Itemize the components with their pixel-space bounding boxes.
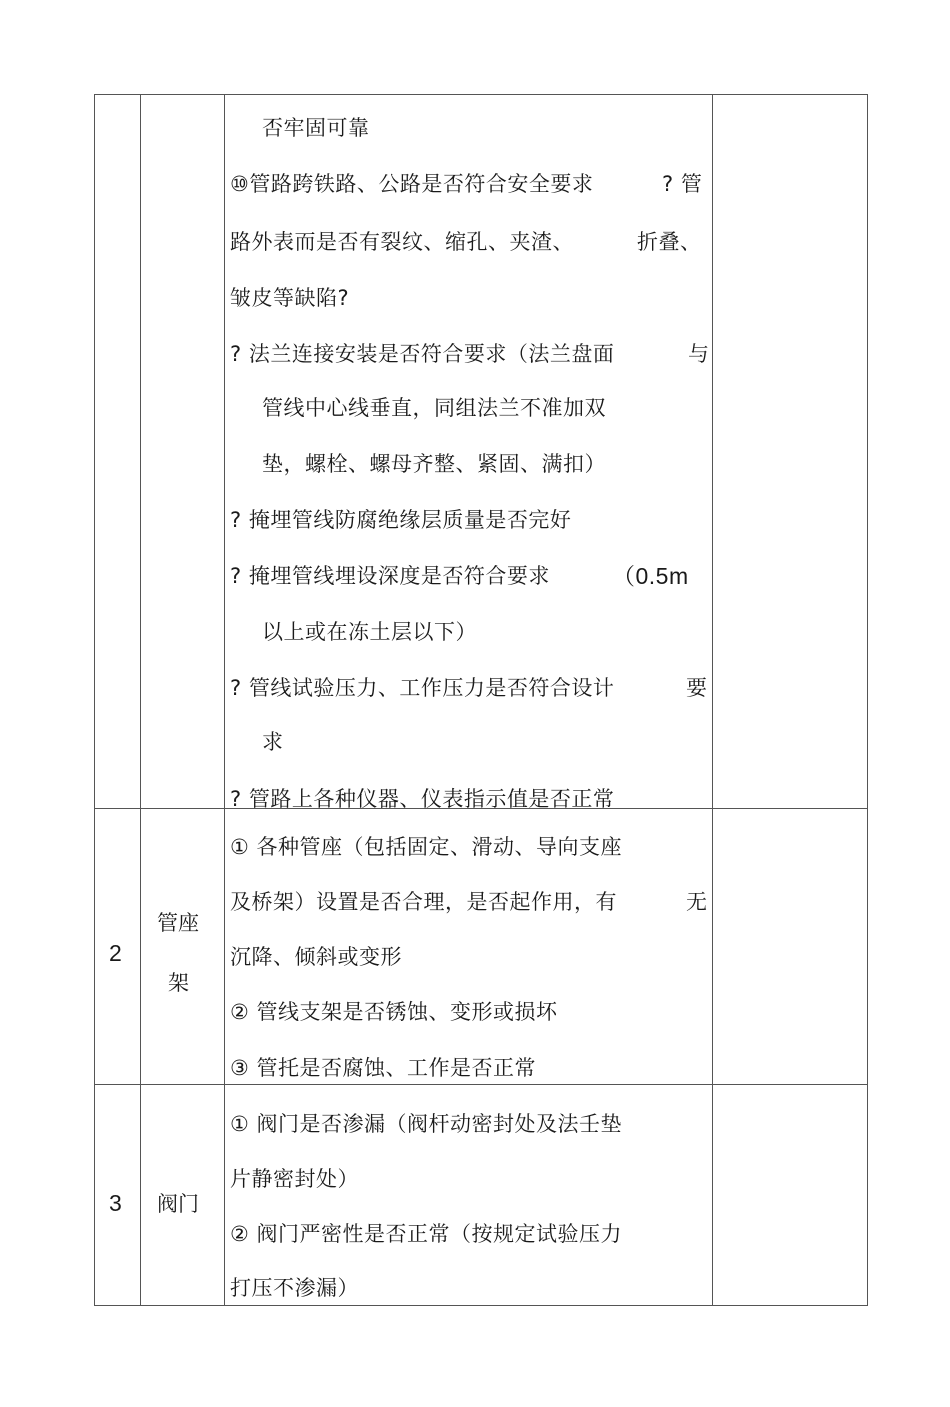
column-divider — [712, 94, 713, 1306]
table-border-right — [867, 94, 868, 1306]
content-line: 无 — [686, 890, 708, 914]
row-category: 架 — [168, 971, 189, 995]
content-line: 打压不渗漏） — [230, 1276, 359, 1300]
content-line: 求 — [262, 730, 284, 754]
content-line: 与 — [688, 342, 710, 366]
content-line: 管线中心线垂直，同组法兰不准加双 — [262, 396, 606, 420]
content-line: ① 各种管座（包括固定、滑动、导向支座 — [230, 835, 622, 859]
content-line: ⑩管路跨铁路、公路是否符合安全要求 — [230, 172, 594, 196]
content-line: 片静密封处） — [230, 1167, 359, 1191]
content-line: 及桥架）设置是否合理，是否起作用，有 — [230, 890, 617, 914]
row-divider — [94, 1084, 868, 1085]
content-line: ? 掩埋管线埋设深度是否符合要求 — [230, 564, 550, 588]
content-line: ? 管线试验压力、工作压力是否符合设计 — [230, 676, 615, 700]
content-line: （0.5m — [612, 563, 689, 589]
content-line: 垫，螺栓、螺母齐整、紧固、满扣） — [262, 452, 606, 476]
content-line: ? 管路上各种仪器、仪表指示值是否正常 — [230, 787, 615, 811]
row-category: 阀门 — [157, 1192, 199, 1216]
content-line: ② 管线支架是否锈蚀、变形或损坏 — [230, 1000, 558, 1024]
content-line: 要 — [686, 676, 708, 700]
row-number: 3 — [109, 1190, 122, 1216]
content-line: ② 阀门严密性是否正常（按规定试验压力 — [230, 1222, 622, 1246]
content-line: 折叠、 — [637, 230, 702, 254]
table-border-top — [94, 94, 868, 95]
content-line: ? 管 — [662, 172, 703, 196]
content-line: 否牢固可靠 — [262, 116, 370, 140]
content-line: ? 法兰连接安装是否符合要求（法兰盘面 — [230, 342, 615, 366]
content-line: ? 掩埋管线防腐绝缘层质量是否完好 — [230, 508, 572, 532]
column-divider — [140, 94, 141, 1306]
content-line: 以上或在冻土层以下） — [262, 620, 477, 644]
column-divider — [224, 94, 225, 1306]
content-line: 路外表而是否有裂纹、缩孔、夹渣、 — [230, 230, 574, 254]
content-line: 沉降、倾斜或变形 — [230, 945, 402, 969]
content-line: ① 阀门是否渗漏（阀杆动密封处及法壬垫 — [230, 1112, 622, 1136]
table-border-bottom — [94, 1305, 868, 1306]
row-number: 2 — [109, 940, 122, 966]
content-line: ③ 管托是否腐蚀、工作是否正常 — [230, 1056, 537, 1080]
row-category: 管座 — [157, 911, 199, 935]
content-line: 皱皮等缺陷? — [230, 286, 350, 310]
table-border-left — [94, 94, 95, 1306]
